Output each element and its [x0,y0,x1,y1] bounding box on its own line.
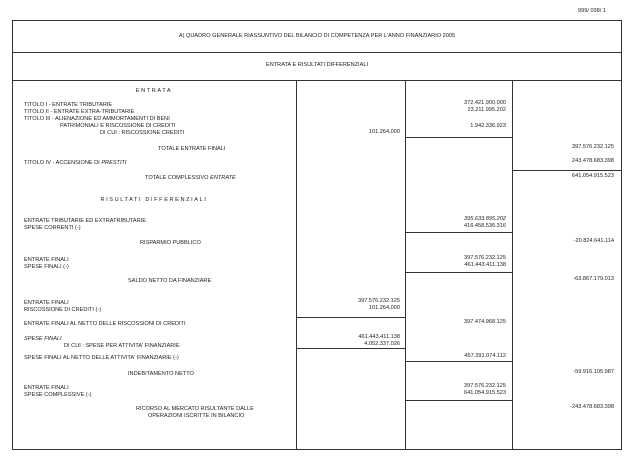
rule-col3-r4 [405,272,512,273]
risultati-heading: RISULTATI DIFFERENZIALI [100,197,208,203]
totale-finali-label: TOTALE ENTRATE FINALI [158,146,226,152]
entrata-heading: ENTRATA [135,88,173,94]
di-cui-value: 101.264.000 [368,129,400,135]
r12-label: SPESE COMPLESSIVE (-) [24,392,92,398]
rule-col2-r6 [296,317,405,318]
r3-label: ENTRATE FINALI [24,257,69,263]
r5-label: ENTRATE FINALI [24,300,69,306]
r6-value: 101.264.000 [368,305,400,311]
ricorso-label-line2: OPERAZIONI ISCRITTE IN BILANCIO [148,413,245,419]
titolo1-label: TITOLO I - ENTRATE TRIBUTARIE [24,102,113,108]
r8-label: SPESE FINALI [24,336,62,342]
rule-col3-titolo [405,137,512,138]
r1-label: ENTRATE TRIBUTARIE ED EXTRATRIBUTARIE [24,218,146,224]
titolo4-italic: PRESTITI [101,160,127,166]
saldo-label: SALDO NETTO DA FINANZIARE [128,278,212,284]
frame-right-line [621,20,622,450]
titolo4-value: 243.478.683.398 [572,158,614,164]
r3-value: 397.576.232.125 [464,255,506,261]
r9-label: DI CUI : SPESE PER ATTIVITA' FINANZIARIE [64,343,180,349]
r8-value: 461.443.411.138 [358,334,400,340]
r11-value: 397.576.232.125 [464,383,506,389]
header-divider-line [12,52,622,53]
titolo4-label [24,161,127,167]
indebitamento-label: INDEBITAMENTO NETTO [128,371,194,377]
saldo-value: -63.867.179.013 [573,276,614,282]
totale-finali-value: 397.576.232.125 [572,144,614,150]
r4-value: 461.443.411.138 [464,262,506,268]
frame-bottom-line [12,449,622,450]
titolo2-value: 23.211.995.202 [467,107,506,113]
titolo4-prefix: TITOLO IV - ACCENSIONE DI [24,160,100,166]
r10-value: 457.391.074.112 [464,353,506,359]
document-reference: 999/ 038/ 1 [578,8,606,14]
ricorso-label-line1: RICORSO AL MERCATO RISULTANTE DALLE [136,406,254,412]
indebitamento-value: -59.916.105.987 [573,369,614,375]
titolo3-label-line2: PATRIMONIALI E RISCOSSIONE DI CREDITI [60,123,176,129]
risparmio-label: RISPARMIO PUBBLICO [140,240,201,246]
rule-col4-totale [512,170,621,171]
rule-col3-r10 [405,361,512,362]
r7-label: ENTRATE FINALI AL NETTO DELLE RISCOSSIONI DI CREDITI [24,321,186,327]
subheader-divider-line [12,80,622,81]
totale-complessivo-italic: ENTRATE [210,175,236,181]
column-divider-1 [296,80,297,449]
di-cui-label: DI CUI : RISCOSSIONE CREDITI [100,130,185,136]
r4-label: SPESE FINALI (-) [24,264,69,270]
r2-value: 416.458.536.316 [464,223,506,229]
totale-complessivo-prefix: TOTALE COMPLESSIVO [145,175,209,181]
subheader-title: ENTRATA E RISULTATI DIFFERENZIALI [265,62,369,68]
column-divider-3 [512,80,513,449]
rule-col3-r12 [405,400,512,401]
ricorso-value: -243.478.683.398 [570,404,614,410]
titolo1-value: 372.421.900.000 [464,100,506,106]
totale-complessivo-label [145,176,236,182]
risparmio-value: -20.824.641.114 [573,238,614,244]
r5-value: 397.576.232.125 [358,298,400,304]
r2-label: SPESE CORRENTI (-) [24,225,81,231]
r11-label: ENTRATE FINALI [24,385,69,391]
r9-value: 4.052.337.026 [364,341,400,347]
column-divider-2 [405,80,406,449]
totale-complessivo-value: 641.054.915.523 [572,173,614,179]
titolo2-label: TITOLO II - ENTRATE EXTRA-TRIBUTARIE [24,109,135,115]
r10-label: SPESE FINALI AL NETTO DELLE ATTIVITA' FINANZIARIE (-) [24,355,179,361]
header-title: A) QUADRO GENERALE RIASSUNTIVO DEL BILANCIO DI COMPETENZA PER L'ANNO FINANZIARIO 2005 [178,33,456,39]
frame-left-line [12,20,13,450]
rule-col3-r2 [405,232,512,233]
titolo3-label-line1: TITOLO III - ALIENAZIONE ED AMMORTAMENTI DI BENI [24,116,170,122]
rule-col2-r9 [296,348,405,349]
r7-value: 397.474.968.125 [464,319,506,325]
r1-value: 395.633.895.202 [464,216,506,222]
titolo3-value: 1.942.336.923 [470,123,506,129]
frame-top-line [12,20,622,21]
r12-value: 641.054.915.523 [464,390,506,396]
r6-label: RISCOSSIONE DI CREDITI (-) [24,307,102,313]
